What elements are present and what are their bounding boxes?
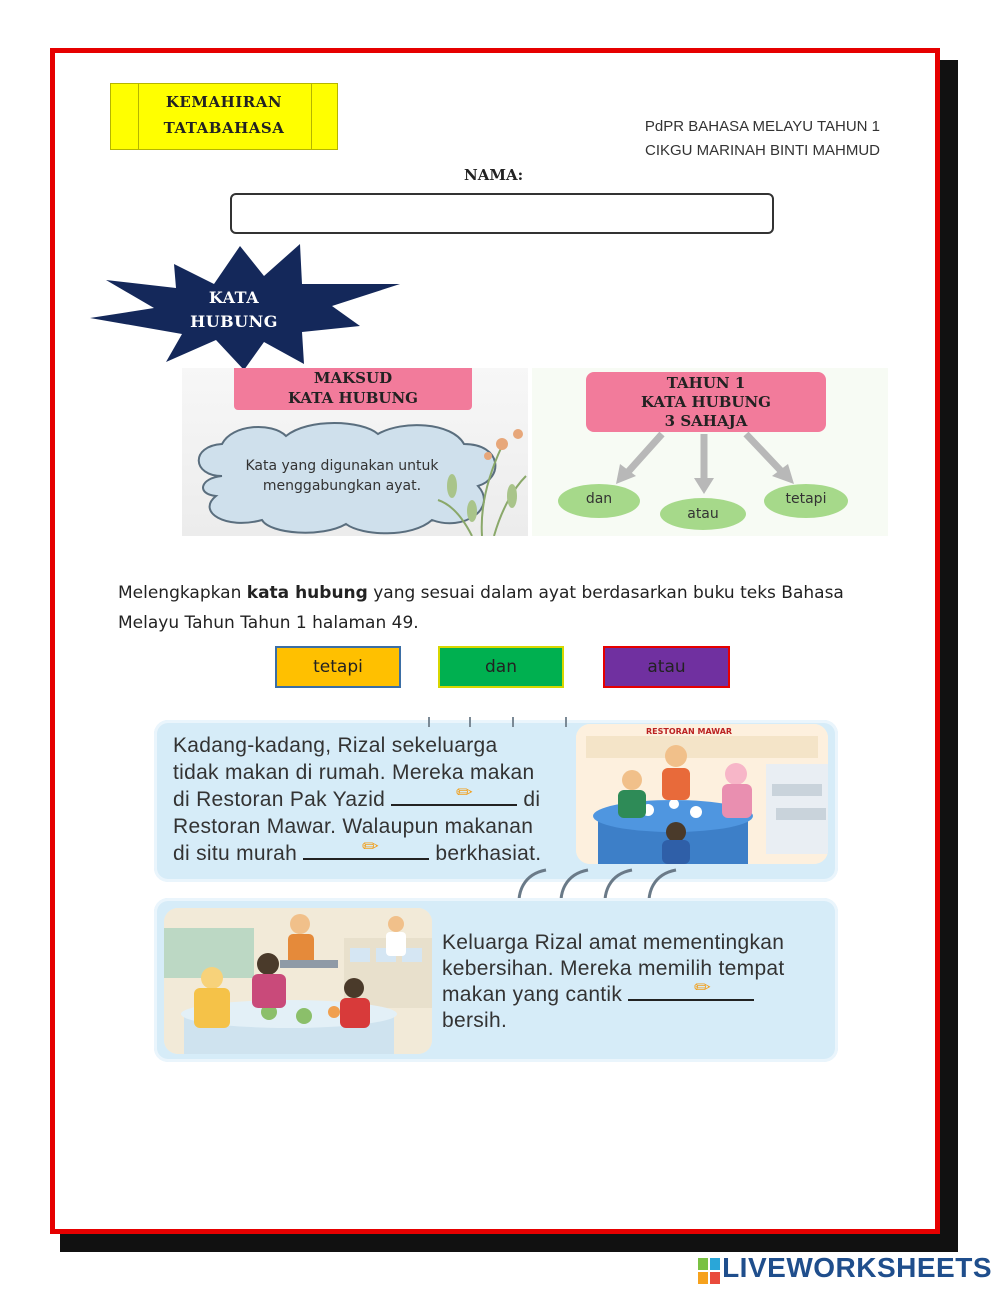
restaurant-sign: RESTORAN MAWAR [646,727,733,736]
definition-image [182,368,528,536]
pencil-icon: ✏ [456,780,473,804]
conjunction-item-atau: atau [660,498,746,530]
story1-line1: Kadang-kadang, Rizal sekeluarga [173,734,498,757]
skill-label-box [110,83,338,150]
story2-line1: Keluarga Rizal amat mementingkan [442,931,785,954]
definition-text: Kata yang digunakan untuk menggabungkan ayat. [245,458,439,494]
skill-label-line1: KEMAHIRAN [165,93,283,111]
canteen-picture [164,908,432,1054]
blank-2[interactable] [303,858,429,860]
word-chip-atau[interactable]: atau [603,646,730,688]
name-label: NAMA: [464,166,524,184]
definition-title: MAKSUD KATA HUBUNG [234,368,472,410]
restaurant-picture [576,724,828,864]
blank-3[interactable] [628,999,754,1001]
skill-label-line2: TATABAHASA [163,119,285,137]
conjunction-item-dan: dan [558,484,640,518]
blank-1[interactable] [391,804,517,806]
subject-text: PdPR BAHASA MELAYU TAHUN 1 [644,118,880,135]
badge-line1: KATA [208,288,260,307]
word-chip-tetapi[interactable]: tetapi [275,646,401,688]
liveworksheets-brand[interactable]: LIVEWORKSHEETS [722,1252,992,1283]
kata-hubung-badge [88,242,404,372]
panel-rings-top [424,714,574,726]
story1-line4: Restoran Mawar. Walaupun makanan [173,815,534,838]
story1-line3: di Restoran Pak Yazid di [173,788,541,811]
conjunction-title: TAHUN 1 KATA HUBUNG 3 SAHAJA [586,372,826,432]
badge-line2: HUBUNG [190,312,278,331]
pencil-icon: ✏ [362,834,379,858]
conjunction-chart-image [532,368,888,536]
story1-line5: di situ murah berkhasiat. [173,842,542,865]
canteen-illustration [164,908,432,1054]
story2-line3: makan yang cantik [442,981,754,1008]
starburst-shape [88,242,404,372]
name-input[interactable] [230,193,774,234]
word-chip-dan[interactable]: dan [438,646,564,688]
story2-line2: kebersihan. Mereka memilih tempat [442,957,785,980]
family-dining-illustration [576,724,828,864]
pencil-icon: ✏ [694,975,711,999]
story2-line4: bersih. [442,1009,508,1032]
liveworksheets-logo-icon [698,1258,720,1284]
story1-line2: tidak makan di rumah. Mereka makan [173,761,535,784]
conjunction-item-tetapi: tetapi [764,484,848,518]
teacher-text: CIKGU MARINAH BINTI MAHMUD [644,142,880,159]
instruction-text: Melengkapkan kata hubung yang sesuai dalam ayat berdasarkan buku teks Bahasa Melayu Tahun Tahun 1 halaman 49. [118,583,844,633]
